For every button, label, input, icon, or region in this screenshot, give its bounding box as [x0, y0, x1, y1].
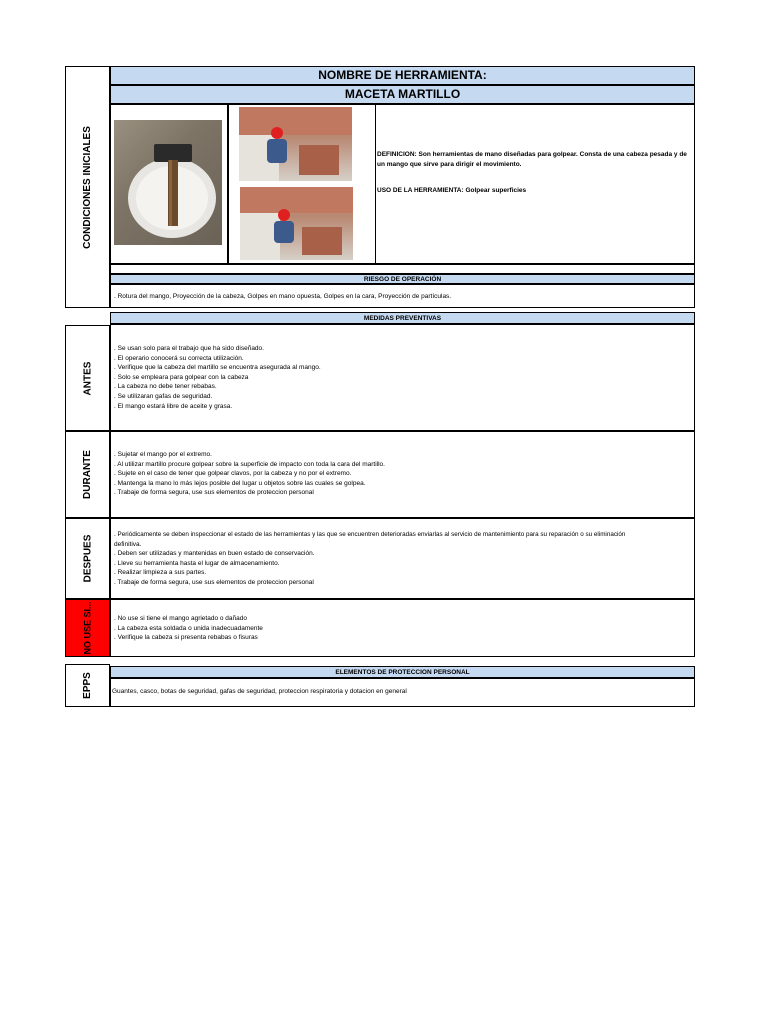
- worker-photo-2: [240, 187, 353, 260]
- list-item: . Lleve su herramienta hasta el lugar de almacenamiento.: [114, 559, 280, 567]
- list-item: . La cabeza esta soldada o unida inadecuadamente: [114, 624, 263, 632]
- no-use-list: [110, 599, 695, 657]
- antes-list: [110, 324, 695, 431]
- list-item: . Sujetar el mango por el extremo.: [114, 451, 212, 458]
- photo-divider: [375, 104, 376, 264]
- list-item: . Deben ser utilizadas y mantenidas en buen estado de conservación.: [114, 550, 315, 558]
- medidas-header: MEDIDAS PREVENTIVAS: [110, 312, 695, 324]
- riesgo-text: . Rotura del mango, Proyección de la cabeza, Golpes en mano opuesta, Golpes en la cara, Proyección de partículas.: [110, 284, 695, 308]
- list-item: . Trabaje de forma segura, use sus elementos de proteccion personal: [114, 578, 314, 586]
- section-label-despues: DESPUES: [65, 518, 110, 599]
- title-line-2: MACETA MARTILLO: [110, 85, 695, 104]
- list-item: . Periódicamente se deben inspeccionar el estado de las herramientas y las que se encuentren deterioradas enviarlas al servicio de mantenimiento para su reparación o su eliminación: [114, 531, 626, 538]
- riesgo-header: RIESGO DE OPERACIÓN: [110, 274, 695, 284]
- riesgo-spacer: [110, 264, 695, 274]
- list-item: . Se utilizaran gafas de seguridad.: [114, 392, 213, 400]
- section-label-no-use: NO USE SI...: [65, 599, 110, 657]
- section-label-antes: ANTES: [65, 325, 110, 431]
- list-item: . El mango estará libre de aceite y grasa.: [114, 402, 233, 410]
- durante-list: [110, 431, 695, 518]
- section-label-durante: DURANTE: [65, 431, 110, 518]
- worker-illustration-icon: [240, 187, 353, 260]
- epps-header: ELEMENTOS DE PROTECCION PERSONAL: [110, 666, 695, 678]
- worker-photo-1: [239, 107, 352, 181]
- usage-text: USO DE LA HERRAMIENTA: Golpear superficies: [377, 187, 527, 194]
- hammer-illustration-icon: [114, 120, 222, 245]
- list-item: . Verifique que la cabeza del martillo se encuentra asegurada al mango.: [114, 364, 321, 372]
- epps-text: Guantes, casco, botas de seguridad, gafas de seguridad, proteccion respiratoria y dotacion en general: [110, 678, 695, 707]
- definition-text: DEFINICION: Son herramientas de mano diseñadas para golpear. Consta de una cabeza pesada y de un mango que sirve para dirigir el movimiento.: [377, 151, 687, 168]
- list-item: . Sujete en el caso de tener que golpear clavos, por la cabeza y no por el extremo.: [114, 470, 352, 478]
- list-item: . Mantenga la mano lo más lejos posible del lugar u objetos sobre las cuales se golpea.: [114, 479, 366, 487]
- list-item: definitiva.: [114, 540, 142, 548]
- list-item: . Solo se empleara para golpear con la cabeza: [114, 373, 249, 381]
- section-label-condiciones: CONDICIONES INICIALES: [65, 66, 110, 308]
- despues-list: [110, 518, 695, 599]
- list-item: . Realizar limpieza a sus partes.: [114, 569, 207, 577]
- list-item: . Verifique la cabeza si presenta rebabas o fisuras: [114, 634, 258, 642]
- list-item: . No use si tiene el mango agrietado o dañado: [114, 615, 247, 622]
- list-item: . El operario conocerá su correcta utilización.: [114, 354, 244, 362]
- worker-illustration-icon: [239, 107, 352, 181]
- title-line-1: NOMBRE DE HERRAMIENTA:: [110, 66, 695, 85]
- list-item: . La cabeza no debe tener rebabas.: [114, 383, 217, 391]
- photo-divider: [228, 104, 229, 264]
- hammer-photo: [114, 120, 222, 245]
- list-item: . Se usan solo para el trabajo que ha sido diseñado.: [114, 345, 264, 352]
- list-item: . Trabaje de forma segura, use sus elementos de proteccion personal: [114, 489, 314, 497]
- list-item: . Al utilizar martillo procure golpear sobre la superficie de impacto con toda la cara del martillo.: [114, 460, 385, 468]
- section-label-epps: EPPS: [65, 664, 110, 707]
